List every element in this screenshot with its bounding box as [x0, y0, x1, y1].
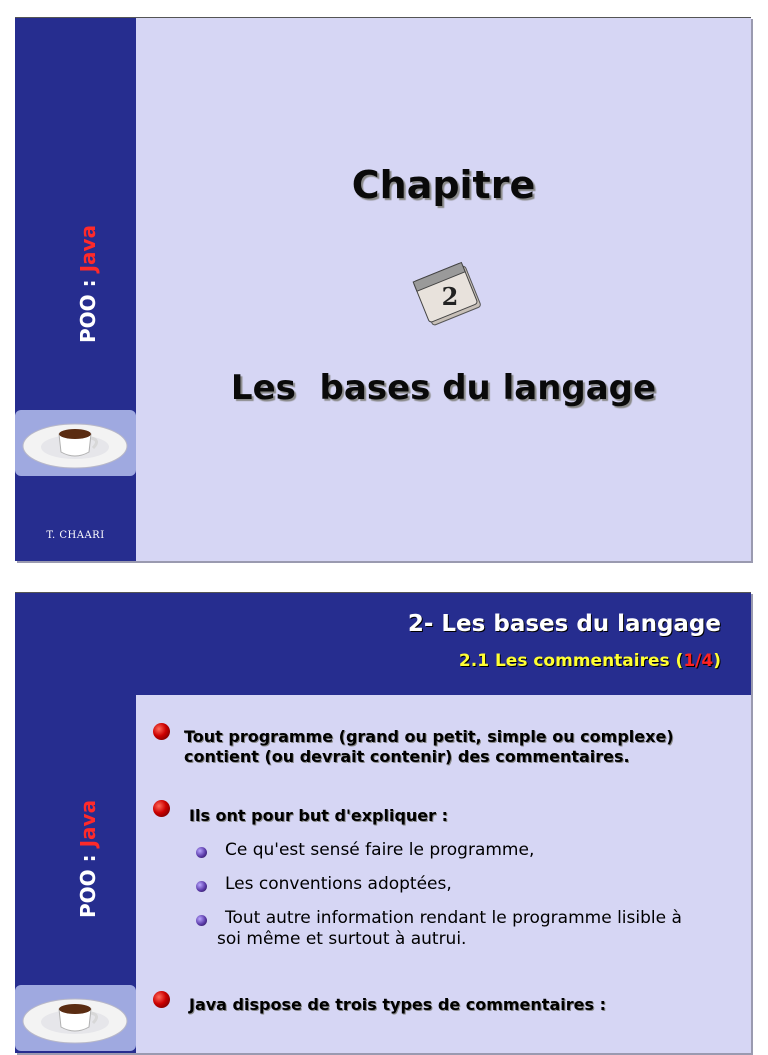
- red-ball-bullet-icon: [153, 723, 170, 740]
- bullet-3-text: Java dispose de trois types de commentaires :: [189, 995, 606, 1014]
- sidebar-title-prefix: POO :: [76, 847, 100, 918]
- bullet-1-text: [184, 727, 751, 767]
- chapter-subtitle: Les bases du langage: [230, 368, 657, 408]
- chapter-title: Chapitre: [351, 163, 536, 207]
- sub-item-3-line-1: Tout autre information rendant le programme lisible à: [225, 908, 682, 928]
- coffee-cup-panel: [15, 410, 136, 476]
- bullet-1-line-2: contient (ou devrait contenir) des commentaires.: [184, 747, 630, 766]
- coffee-cup-icon: [15, 985, 136, 1051]
- slide1-sidebar: [15, 18, 136, 561]
- coffee-cup-panel: [15, 985, 136, 1051]
- red-ball-bullet-icon: [153, 991, 170, 1008]
- chapter-number: 2: [441, 282, 459, 311]
- content-slide: [15, 592, 751, 1053]
- sidebar-title-java: Java: [76, 799, 100, 848]
- author-name: T. CHAARI: [46, 530, 105, 541]
- bullet-1-line-1: Tout programme (grand ou petit, simple ou complexe): [184, 727, 674, 746]
- purple-ball-bullet-icon: [196, 881, 207, 892]
- title-slide: [15, 17, 751, 561]
- sidebar-title-prefix: POO :: [76, 272, 100, 343]
- section-paren-open: (: [669, 651, 684, 671]
- section-fraction: 1/4: [683, 651, 714, 671]
- purple-ball-bullet-icon: [196, 847, 207, 858]
- slide1-sidebar-title: [76, 225, 100, 343]
- section-title: 2.1 Les commentaires: [458, 651, 670, 671]
- slide-header-title: 2- Les bases du langage: [407, 611, 721, 637]
- slide2-sidebar-title: [76, 800, 100, 918]
- calendar-page-icon: [410, 253, 490, 333]
- sub-item-1: Ce qu'est sensé faire le programme,: [225, 840, 535, 860]
- sub-item-3-line-2: soi même et surtout à autrui.: [217, 929, 467, 949]
- section-paren-close: ): [713, 651, 721, 671]
- red-ball-bullet-icon: [153, 800, 170, 817]
- coffee-cup-icon: [15, 410, 136, 476]
- sidebar-title-java: Java: [76, 224, 100, 273]
- bullet-2-text: Ils ont pour but d'expliquer :: [189, 806, 448, 825]
- slide-header-section: [459, 651, 721, 671]
- slide2-content: [136, 695, 751, 1053]
- purple-ball-bullet-icon: [196, 915, 207, 926]
- sub-item-2: Les conventions adoptées,: [225, 874, 452, 894]
- slide2-header-bar: [15, 593, 751, 695]
- sub-item-3: [217, 908, 751, 950]
